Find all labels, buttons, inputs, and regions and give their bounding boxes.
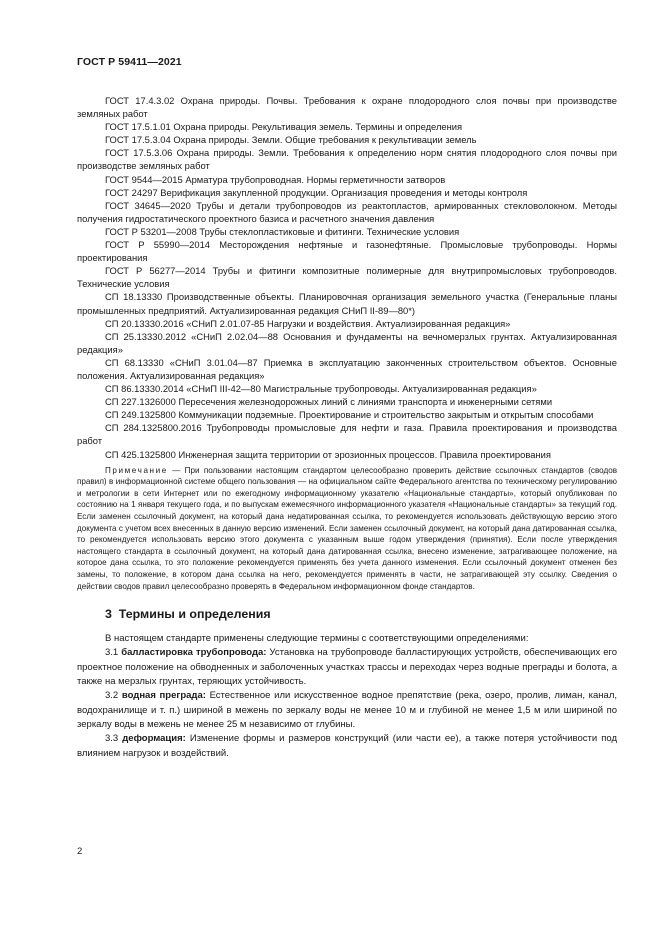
reference-item: СП 249.1325800 Коммуникации подземные. Проектирование и строительство закрытым и открытым способами <box>105 409 594 421</box>
normative-references-list <box>77 94 617 461</box>
term-definition: Установка на трубопроводе балластирующих устройств, обеспечивающих его проектное положение на обводненных и заболоченных участках трассы и переходах через водные преграды и болота, а также на мерзлых грунтах, теряющих устойчивость. <box>77 647 618 688</box>
reference-item: СП 425.1325800 Инженерная защита территории от эрозионных процессов. Правила проектирования <box>105 448 551 460</box>
reference-item: СП 18.13330 Производственные объекты. Планировочная организация земельного участка (Генеральные планы промышленных предприятий. Актуализированная редакция СНиП II-89—80*) <box>77 291 617 316</box>
reference-item: ГОСТ Р 55990—2014 Месторождения нефтяные и газонефтяные. Промысловые трубопроводы. Нормы проектирования <box>77 239 617 264</box>
term-number: 3.2 <box>105 690 119 702</box>
page-content <box>77 94 617 761</box>
term-entry <box>77 689 617 732</box>
section-heading <box>105 607 617 621</box>
reference-item: СП 20.13330.2016 «СНиП 2.01.07-85 Нагрузки и воздействия. Актуализированная редакция» <box>105 317 511 329</box>
reference-item: ГОСТ 9544—2015 Арматура трубопроводная. Нормы герметичности затворов <box>105 173 446 185</box>
reference-item: ГОСТ 17.5.3.06 Охрана природы. Земли. Требования к определению норм снятия плодородного слоя почвы при производстве земляных работ <box>77 147 617 172</box>
reference-item: ГОСТ 34645—2020 Трубы и детали трубопроводов из реактопластов, армированных стекловолокном. Методы получения гидростатического проектного базиса и расчетного значения давления <box>77 199 617 224</box>
reference-item: СП 227.1326000 Пересечения железнодорожных линий с линиями транспорта и инженерными сетями <box>105 396 553 408</box>
terms-list <box>77 632 617 761</box>
term-definition: Изменение формы и размеров конструкций (или части ее), а также потеря устойчивости под влиянием нагрузок и воздействий. <box>77 733 617 759</box>
document-header: ГОСТ Р 59411—2021 <box>77 56 182 68</box>
reference-item: ГОСТ 17.4.3.02 Охрана природы. Почвы. Требования к охране плодородного слоя почвы при производстве земляных работ <box>77 95 617 120</box>
note-text: — При пользовании настоящим стандартом целесообразно проверить действие ссылочных стандартов (сводов правил) в информационной системе общего пользования — на официальном сайте Федерального агентства по техническому регулированию и метрологии в сети Интернет или по ежегодному информационному указателю «Национальные стандарты», который опубликован по состоянию на 1 января текущего года, и по выпускам ежемесячного информационного указателя «Национальные стандарты» за текущий год. Если заменен ссылочный документ, на который дана недатированная ссылка, то рекомендуется использовать действующую версию этого документа с учетом всех внесенных в данную версию изменений. Если заменен ссылочный документ, на который дана датированная ссылка, то рекомендуется использовать версию этого документа с указанным выше годом утверждения (принятия). Если после утверждения настоящего стандарта в ссылочный документ, на который дана датированная ссылка, внесено изменение, затрагивающее положение, на которое дана ссылка, то это положение рекомендуется применять без учета данного изменения. Если ссылочный документ отменен без замены, то положение, в котором дана ссылка на него, рекомендуется применять в части, не затрагивающей эту ссылку. Сведения о действии сводов правил целесообразно проверять в Федеральном информационном фонде стандартов. <box>77 465 617 591</box>
term-entry <box>77 732 617 761</box>
section-intro: В настоящем стандарте применены следующие термины с соответствующими определениями: <box>105 633 529 645</box>
term-definition: Естественное или искусственное водное препятствие (река, озеро, пролив, лиман, канал, водохранилище и т. п.) шириной в межень по зеркалу воды не менее 10 м и глубиной не менее 1,5 м или шириной по зеркалу воды в межень не менее 25 м независимо от глубины. <box>77 690 617 730</box>
reference-item: СП 86.13330.2014 «СНиП III-42—80 Магистральные трубопроводы. Актуализированная редакция» <box>105 383 537 395</box>
reference-item: ГОСТ 17.5.1.01 Охрана природы. Рекультивация земель. Термины и определения <box>105 121 463 133</box>
section-number: 3 <box>105 607 112 622</box>
section-title: Термины и определения <box>118 607 271 622</box>
term-name: балластировка трубопровода: <box>121 647 267 659</box>
note-paragraph <box>77 465 617 593</box>
term-name: деформация: <box>122 733 186 745</box>
term-entry <box>77 646 617 689</box>
term-number: 3.1 <box>105 647 119 659</box>
reference-item: ГОСТ Р 53201—2008 Трубы стеклопластиковые и фитинги. Технические условия <box>105 225 460 237</box>
page-number: 2 <box>77 846 83 857</box>
term-name: водная преграда: <box>121 690 206 702</box>
term-number: 3.3 <box>105 733 119 745</box>
reference-item: СП 25.13330.2012 «СНиП 2.02.04—88 Основания и фундаменты на вечномерзлых грунтах. Актуализированная редакция» <box>77 330 617 355</box>
reference-item: СП 284.1325800.2016 Трубопроводы промысловые для нефти и газа. Правила проектирования и производства работ <box>77 422 617 447</box>
reference-item: ГОСТ Р 56277—2014 Трубы и фитинги композитные полимерные для внутрипромысловых трубопроводов. Технические условия <box>77 265 617 290</box>
reference-item: ГОСТ 17.5.3.04 Охрана природы. Земли. Общие требования к рекультивации земель <box>105 134 477 146</box>
reference-item: СП 68.13330 «СНиП 3.01.04—87 Приемка в эксплуатацию законченных строительством объектов. Основные положения. Актуализированная редакция» <box>77 356 617 381</box>
note-label: Примечание <box>105 465 168 475</box>
reference-item: ГОСТ 24297 Верификация закупленной продукции. Организация проведения и методы контроля <box>105 186 528 198</box>
